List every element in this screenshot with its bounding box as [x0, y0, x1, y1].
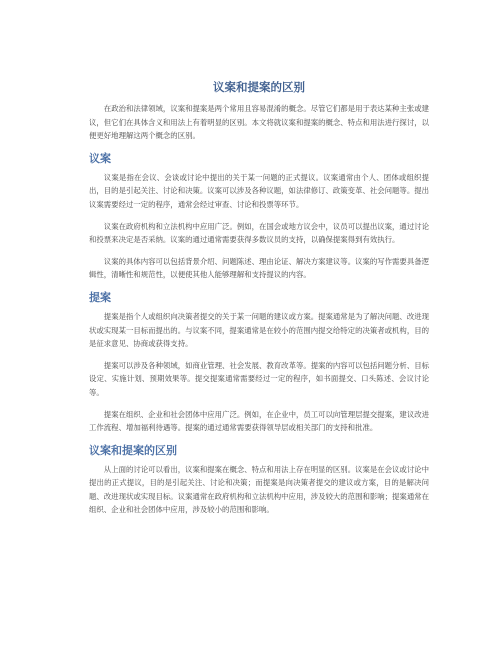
paragraph: 提案在组织、企业和社会团体中应用广泛。例如，在企业中，员工可以向管理层提交提案，建议改进工作流程、增加福利待遇等。提案的通过通常需要获得领导层或相关部门的支持和批准。	[89, 409, 429, 433]
intro-paragraph: 在政治和法律领域，议案和提案是两个常用且容易混淆的概念。尽管它们都是用于表达某种主张或建议，但它们在具体含义和用法上有着明显的区别。本文将就议案和提案的概念、特点和用法进行探讨，以便更好地理解这两个概念的区别。	[89, 104, 429, 141]
section-heading-ti-an: 提案	[89, 290, 111, 304]
paragraph: 议案的具体内容可以包括背景介绍、问题陈述、理由论证、解决方案建议等。议案的写作需要具备逻辑性，清晰性和规范性，以便使其他人能够理解和支持提议的内容。	[89, 256, 429, 280]
paragraph: 议案在政府机构和立法机构中应用广泛。例如，在国会或地方议会中，议员可以提出议案，通过讨论和投票来决定是否采纳。议案的通过通常需要获得多数议员的支持，以确保提案得到有效执行。	[89, 221, 429, 245]
paragraph: 提案是指个人或组织向决策者提交的关于某一问题的建议或方案。提案通常是为了解决问题、改进现状或实现某一目标而提出的。与议案不同，提案通常是在较小的范围内提交给特定的决策者或机构，目的是征求意见、协商或获得支持。	[89, 311, 429, 349]
paragraph: 提案可以涉及各种领域，如商业管理、社会发展、教育改革等。提案的内容可以包括问题分析、目标设定、实施计划、预期效果等。提交提案通常需要经过一定的程序，如书面提交、口头陈述、会议讨论等。	[89, 360, 429, 397]
document-title: 议案和提案的区别	[213, 80, 305, 94]
section-heading-difference: 议案和提案的区别	[89, 443, 177, 457]
document-page	[89, 79, 429, 525]
paragraph: 议案是指在会议、会谈或讨论中提出的关于某一问题的正式提议。议案通常由个人、团体或组织提出，目的是引起关注、讨论和决策。议案可以涉及各种议题，如法律修订、政策变革、社会问题等。提出议案需要经过一定的程序，通常会经过审查、讨论和投票等环节。	[89, 172, 429, 209]
paragraph: 从上面的讨论可以看出，议案和提案在概念、特点和用法上存在明显的区别。议案是在会议或讨论中提出的正式提议，目的是引起关注、讨论和决策；而提案是向决策者提交的建议或方案，目的是解决问题、改进现状或实现目标。议案通常在政府机构和立法机构中应用，涉及较大的范围和影响；提案通常在组织、企业和社会团体中应用，涉及较小的范围和影响。	[89, 464, 429, 515]
section-heading-yi-an: 议案	[89, 151, 111, 165]
